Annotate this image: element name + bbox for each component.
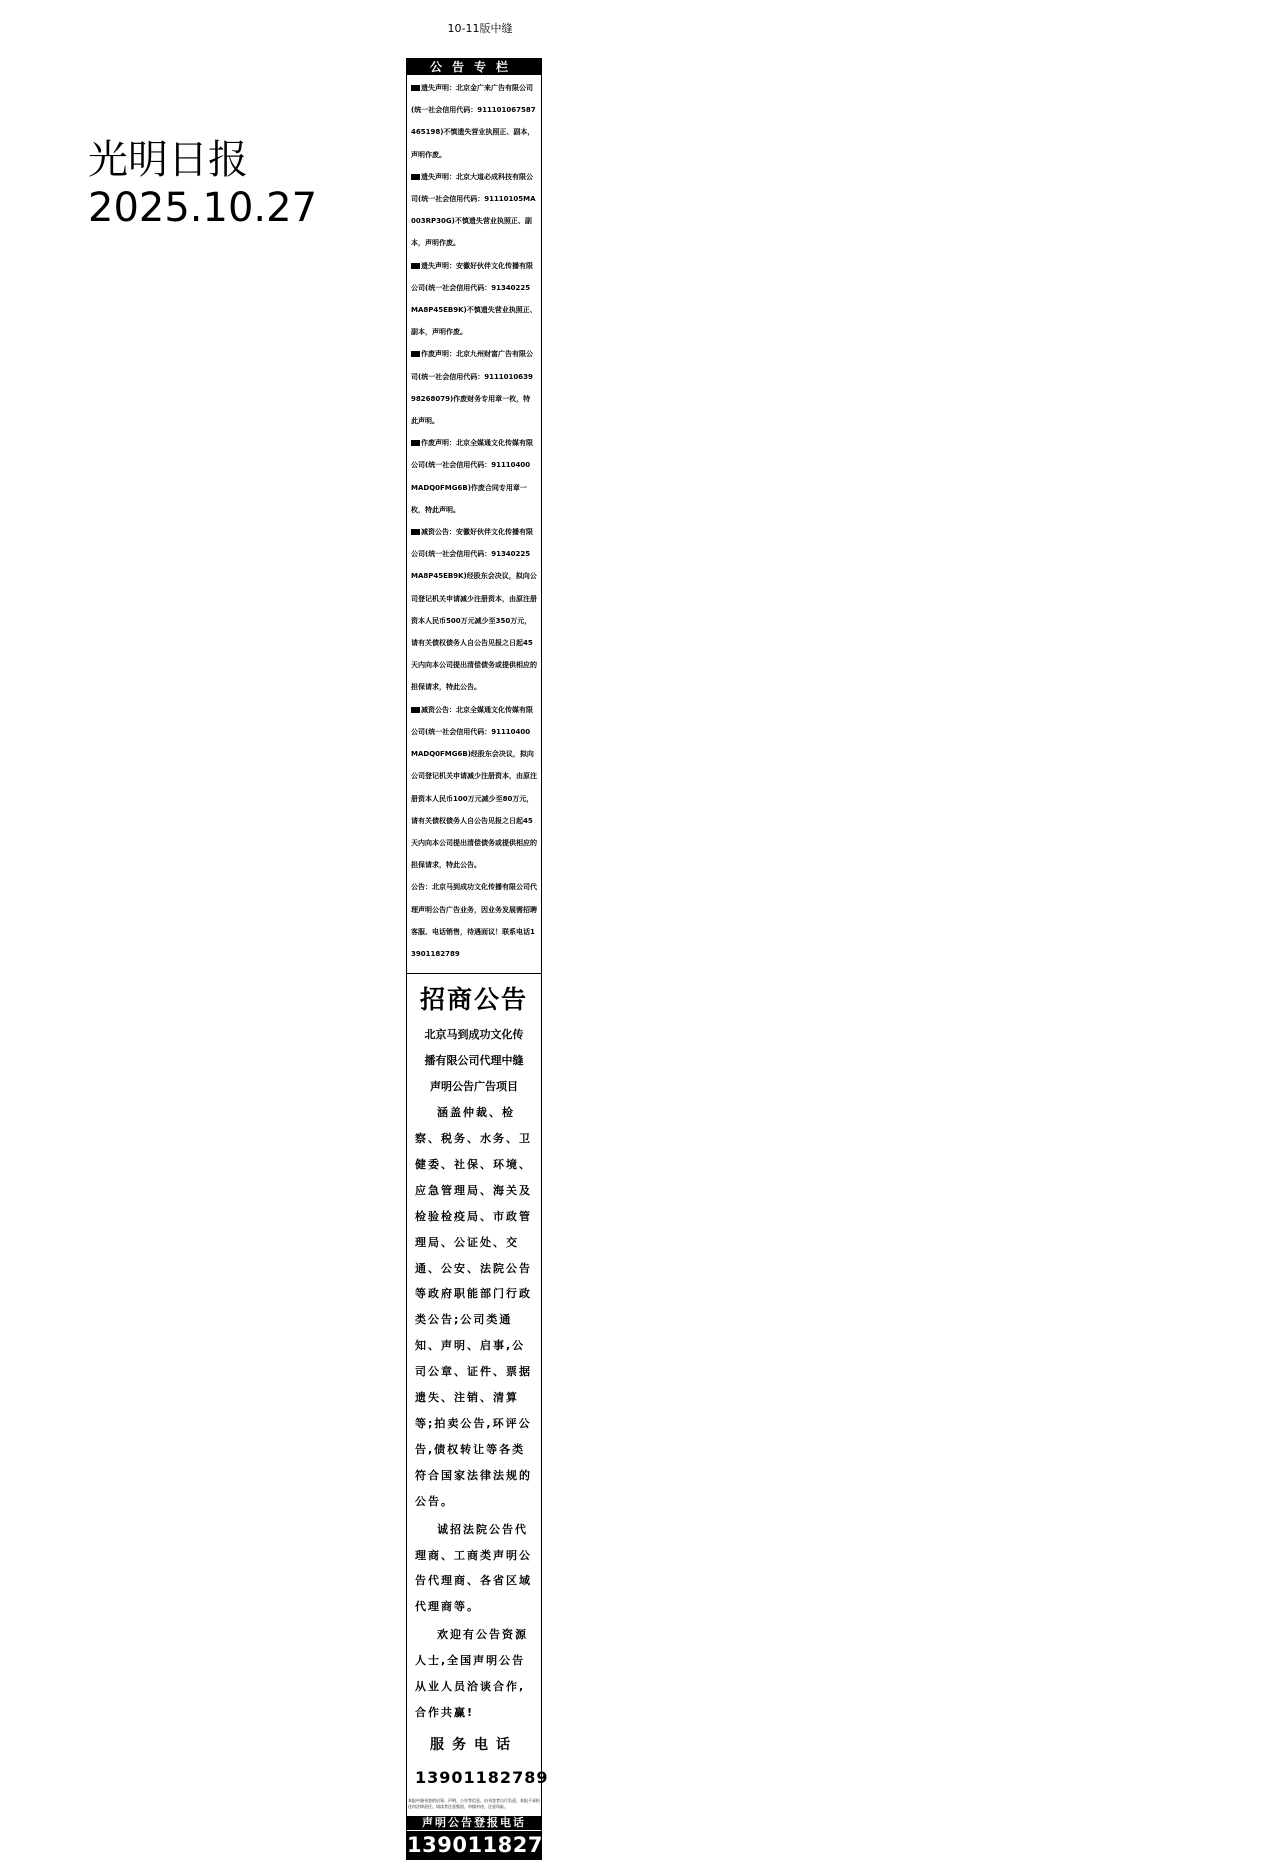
notice-item [411, 521, 537, 699]
service-phone-label: 服务电话 [430, 1736, 518, 1753]
notice-item [411, 255, 537, 344]
zhaoshang-paragraph: 涵盖仲裁、检察、税务、水务、卫健委、社保、环境、应急管理局、海关及检验检疫局、市政管理局、公证处、交通、公安、法院公告等政府职能部门行政类公告;公司类通知、声明、启事,公司公章、证件、票据遗失、注销、清算等;拍卖公告,环评公告,债权转让等各类符合国家法律法规的公告。 [415, 1106, 532, 1508]
bullet-marker-icon [411, 263, 420, 269]
masthead [88, 136, 317, 232]
notice-item [411, 699, 537, 877]
footer-phone-number: 13901182789 [407, 1832, 574, 1857]
notice-item [411, 343, 537, 432]
notice-text: 遗失声明：北京大道必成科技有限公司(统一社会信用代码：91110105MA003RP30G)不慎遗失营业执照正、副本，声明作废。 [411, 172, 536, 248]
notice-list [407, 75, 541, 973]
bullet-marker-icon [411, 440, 420, 446]
bullet-marker-icon [411, 85, 420, 91]
bullet-marker-icon [411, 174, 420, 180]
notice-item [411, 166, 537, 255]
notice-item [411, 432, 537, 521]
zhaoshang-title: 招商公告 [419, 985, 528, 1015]
service-phone-number: 13901182789 [415, 1767, 549, 1787]
notice-text: 减资公告：北京全媒通文化传媒有限公司(统一社会信用代码：91110400MADQ0FMG6B)经股东会决议，拟向公司登记机关申请减少注册资本，由原注册资本人民币100万元减少至80万元，请有关债权债务人自公告见报之日起45天内向本公司提出清偿债务或提供相应的担保请求，特此公告。 [411, 705, 537, 870]
zhaoshang-section [407, 974, 549, 1794]
notice-text: 公告：北京马到成功文化传播有限公司代理声明公告广告业务，因业务发展需招聘客服、电话销售，待遇面议！联系电话13901182789 [411, 883, 537, 958]
zhaoshang-subtitle-line: 播有限公司代理中缝 [424, 1054, 524, 1068]
issue-date: 2025.10.27 [88, 185, 318, 231]
notice-text: 减资公告：安徽好伙伴文化传播有限公司(统一社会信用代码：91340225MA8P45EB9K)经股东会决议，拟向公司登记机关申请减少注册资本，由原注册资本人民币500万元减少至350万元，请有关债权债务人自公告见报之日起45天内向本公司提出清偿债务或提供相应的担保请求，特此公告。 [411, 528, 537, 692]
announcement-column [406, 58, 574, 1860]
notice-text: 遗失声明：安徽好伙伴文化传播有限公司(统一社会信用代码：91340225MA8P45EB9K)不慎遗失营业执照正、副本，声明作废。 [411, 261, 537, 337]
notice-text: 遗失声明：北京金广来广告有限公司(统一社会信用代码：911101067587465198)不慎遗失营业执照正、副本，声明作废。 [411, 84, 536, 159]
footer-bar [407, 1815, 574, 1859]
bullet-marker-icon [411, 351, 420, 357]
zhaoshang-subtitle-line: 声明公告广告项目 [430, 1080, 518, 1094]
page-header-note: 10-11版中缝 [447, 22, 513, 35]
notice-item [411, 77, 537, 166]
bullet-marker-icon [411, 707, 420, 713]
notice-text: 作废声明：北京九州财富广告有限公司(统一社会信用代码：911101063998268079)作废财务专用章一枚，特此声明。 [411, 350, 533, 426]
notice-item [411, 876, 537, 965]
zhaoshang-paragraph: 欢迎有公告资源人士,全国声明公告从业人员洽谈合作,合作共赢! [415, 1628, 528, 1719]
newspaper-name: 光明日报 [88, 137, 248, 183]
notice-text: 作废声明：北京全媒通文化传媒有限公司(统一社会信用代码：91110400MADQ0FMG6B)作废合同专用章一枚，特此声明。 [411, 439, 533, 514]
zhaoshang-paragraph: 诚招法院公告代理商、工商类声明公告代理商、各省区域代理商等。 [415, 1522, 532, 1614]
column-header: 公告专栏 [407, 59, 541, 75]
footer-label: 声明公告登报电话 [407, 1816, 541, 1831]
bullet-marker-icon [411, 529, 420, 535]
zhaoshang-subtitle-line: 北京马到成功文化传 [424, 1028, 524, 1042]
fine-print-disclaimer: 本报中缝刊登的启事、声明、公告等信息，由刊登者自行负责，本报不承担任何法律责任。请读者注意甄别，审慎对待，注意风险。 [408, 1797, 540, 1809]
